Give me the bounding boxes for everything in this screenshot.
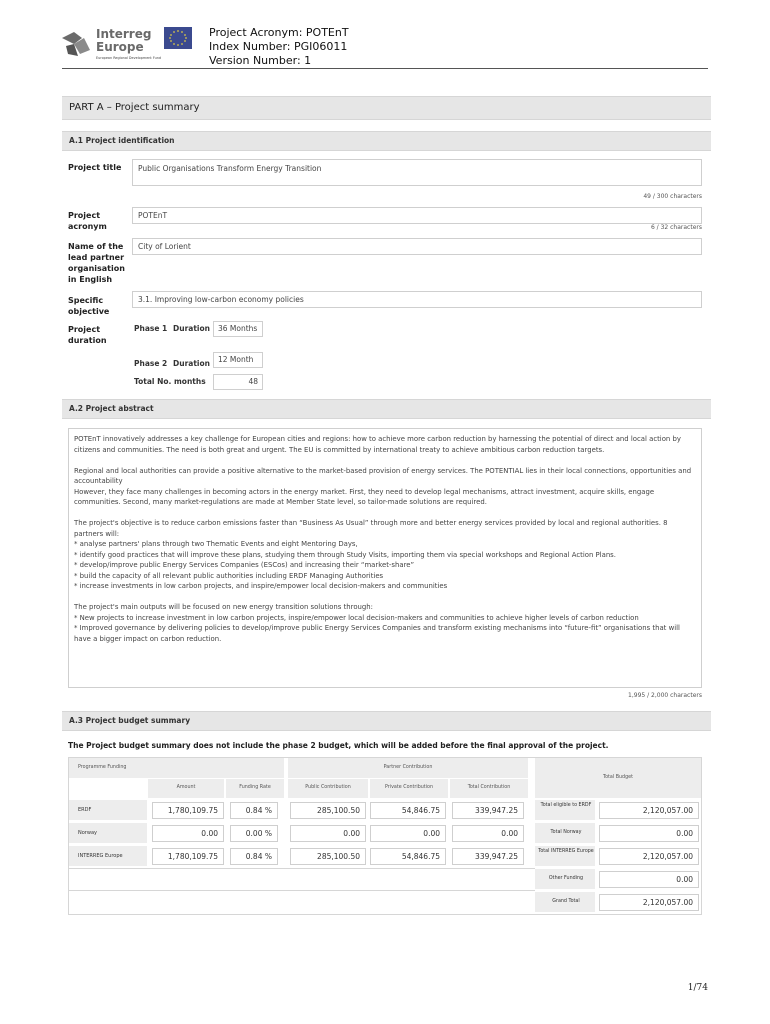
funding-rate-header: Funding Rate [239,785,271,790]
phase2-label: Phase 2 [134,359,168,368]
document-header-info [209,26,349,68]
specific-objective-field[interactable]: 3.1. Improving low-carbon economy policies [132,291,702,308]
erdf-private-contribution-field[interactable]: 54,846.75 [370,802,446,819]
total-budget-header: Total Budget [603,775,633,780]
grand-total-field[interactable]: 2,120,057.00 [599,894,699,911]
private-contribution-header: Private Contribution [384,785,434,790]
project-title-field[interactable]: Public Organisations Transform Energy Transition [132,159,702,186]
public-contribution-header: Public Contribution [305,785,351,790]
other-funding-field[interactable]: 0.00 [599,871,699,888]
norway-funding-rate-field[interactable]: 0.00 % [230,825,278,842]
total-months-label: Total No. months [134,377,206,386]
programme-funding-header: Programme Funding [78,765,127,770]
total-norway-label: Total Norway [550,830,582,835]
phase2-duration-label: Duration [173,359,210,368]
a2-heading: A.2 Project abstract [62,399,711,419]
table-divider [69,890,535,891]
erdf-amount-field[interactable]: 1,780,109.75 [152,802,224,819]
table-divider [69,868,535,869]
grand-total-label: Grand Total [552,899,580,904]
abstract-paragraph: Regional and local authorities can provide a positive alternative to the market-based provision of energy services. The POTENTIAL lies in their local connections, opportunities and accountability However, they face many challenges in becoming actors in the energy market. First, they need to develop legal mechanisms, attract investment, acquire skills, engage communities. Second, many market-regulations are made at Member State level, so tailor-made solutions are required. [74,466,692,506]
version-number-line: Version Number: 1 [209,54,312,67]
phase1-label: Phase 1 [134,324,168,333]
project-title-label: Project title [68,163,122,172]
interreg-funding-rate-field[interactable]: 0.84 % [230,848,278,865]
phase1-duration-label: Duration [173,324,210,333]
a3-heading: A.3 Project budget summary [62,711,711,731]
erdf-public-contribution-field[interactable]: 285,100.50 [290,802,366,819]
row-label-norway: Norway [78,830,97,836]
total-interreg-field[interactable]: 2,120,057.00 [599,848,699,865]
amount-header: Amount [176,785,196,790]
project-acronym-char-count: 6 / 32 characters [650,224,702,231]
svg-text:Europe: Europe [96,40,144,54]
total-interreg-label: Total INTERREG Europe [538,849,594,854]
project-abstract-field[interactable] [68,428,702,688]
project-duration-label: Project duration [68,325,107,345]
svg-text:Interreg: Interreg [96,27,152,41]
project-title-char-count: 49 / 300 characters [643,193,702,200]
row-label-erdf: ERDF [78,807,92,813]
project-acronym-field[interactable]: POTEnT [132,207,702,224]
partner-contribution-header: Partner Contribution [383,765,433,770]
svg-text:European Regional Development: European Regional Development Fund [96,56,162,60]
header-divider [62,68,708,69]
project-acronym-line: Project Acronym: POTEnT [209,26,349,39]
phase2-duration-field[interactable]: 12 Month [213,352,263,368]
total-norway-field[interactable]: 0.00 [599,825,699,842]
interreg-europe-logo [60,24,195,62]
erdf-funding-rate-field[interactable]: 0.84 % [230,802,278,819]
lead-partner-field[interactable]: City of Lorient [132,238,702,255]
abstract-paragraph: The project's main outputs will be focused on new energy transition solutions through: * New projects to increase investment in low carbon projects, inspire/empower local decision-makers and communities to achieve higher levels of carbon reduction * Improved governance by delivering policies to develop/improve public Energy Services Companies and transform existing mechanisms into “future-fit” organisations that will have a bigger impact on carbon reduction. [74,603,680,643]
total-eligible-erdf-label: Total eligible to ERDF [540,803,592,808]
norway-total-contribution-field[interactable]: 0.00 [452,825,524,842]
total-months-field[interactable]: 48 [213,374,263,390]
erdf-total-contribution-field[interactable]: 339,947.25 [452,802,524,819]
a1-heading: A.1 Project identification [62,131,711,151]
phase1-duration-field[interactable]: 36 Months [213,321,263,337]
page-number: 1/74 [687,983,708,993]
interreg-public-contribution-field[interactable]: 285,100.50 [290,848,366,865]
norway-public-contribution-field[interactable]: 0.00 [290,825,366,842]
index-number-line: Index Number: PGI06011 [209,40,348,53]
row-label-interreg: INTERREG Europe [78,853,123,859]
other-funding-label: Other Funding [548,876,584,881]
norway-amount-field[interactable]: 0.00 [152,825,224,842]
interreg-total-contribution-field[interactable]: 339,947.25 [452,848,524,865]
norway-private-contribution-field[interactable]: 0.00 [370,825,446,842]
interreg-private-contribution-field[interactable]: 54,846.75 [370,848,446,865]
lead-partner-label: Name of the lead partner organisation in English [68,242,125,284]
budget-note: The Project budget summary does not include the phase 2 budget, which will be added before the final approval of the project. [68,741,609,750]
total-contribution-header: Total Contribution [467,785,511,790]
specific-objective-label: Specific objective [68,296,110,316]
abstract-char-count: 1,995 / 2,000 characters [628,692,702,699]
project-acronym-label: Project acronym [68,211,107,231]
total-eligible-erdf-field[interactable]: 2,120,057.00 [599,802,699,819]
abstract-paragraph: POTEnT innovatively addresses a key challenge for European cities and regions: how to achieve more carbon reduction by harnessing the potential of direct and local action by citizens and communities. The need is both great and urgent. The EU is committed by international treaty to achieve ambitious carbon reduction targets. [74,435,681,454]
abstract-paragraph: The project's objective is to reduce carbon emissions faster than “Business As Usual” through more and better energy services provided by local and regional authorities. 8 partners will: * analyse partners' plans through two Thematic Events and eight Mentoring Days, * identify good practices that will improve these plans, studying them through Study Visits, importing them via special workshops and Regional Action Plans. * develop/improve public Energy Services Companies (ESCos) and increasing their “market-share” * build the capacity of all relevant public authorities including ERDF Managing Authorities * increase investments in low carbon projects, and inspire/empower local decision-makers and communities [74,519,668,590]
part-a-heading: PART A – Project summary [62,96,711,120]
interreg-amount-field[interactable]: 1,780,109.75 [152,848,224,865]
